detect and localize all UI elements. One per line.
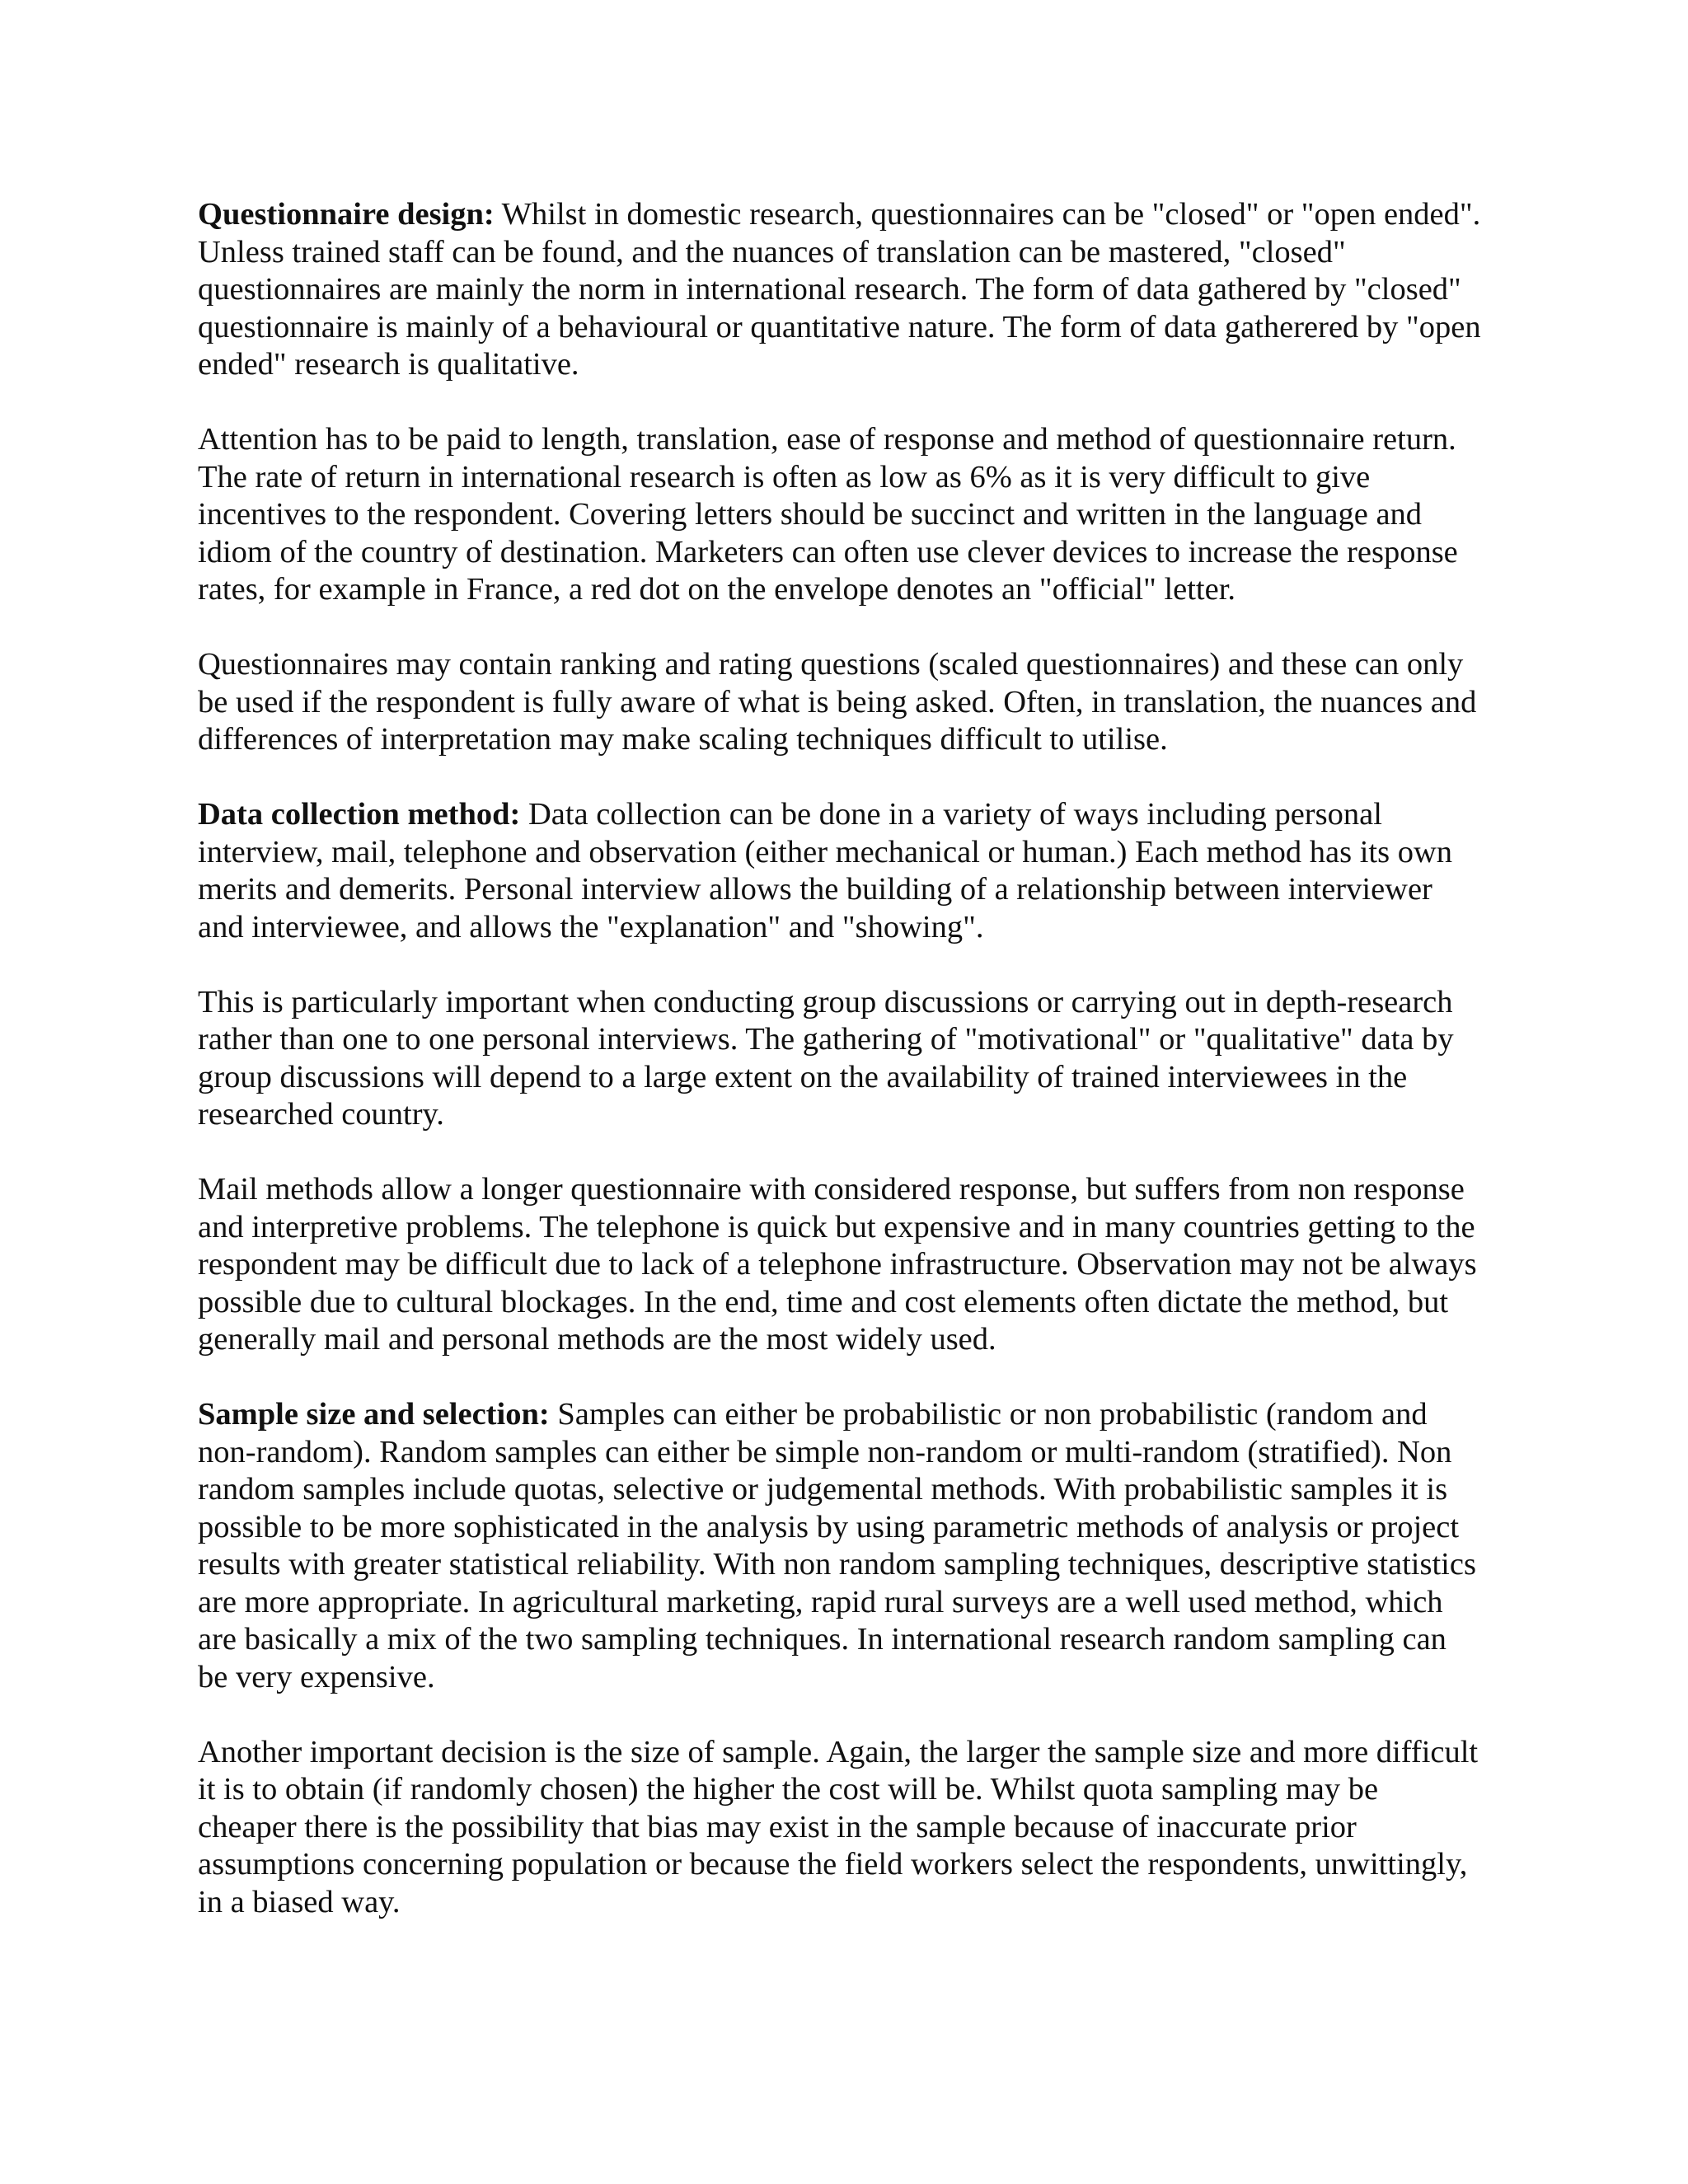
paragraph-body: Samples can either be probabilistic or non probabilistic (random and non-random). Random samples can either be simple non-random or multi-random (stratified). Non random samples include quotas, selective or judgemental methods. With probabilistic samples it is possible to be more sophisticated in the analysis by using parametric methods of analysis or project results with greater statistical reliability. With non random sampling techniques, descriptive statistics are more appropriate. In agricultural marketing, rapid rural surveys are a well used method, which are basically a mix of the two sampling techniques. In international research random sampling can be very expensive. — [198, 1397, 1476, 1694]
paragraph-group-discussions — [198, 984, 1484, 1134]
paragraph-heading: Data collection method: — [198, 797, 521, 832]
paragraph-heading: Questionnaire design: — [198, 197, 495, 232]
paragraph-body: Attention has to be paid to length, translation, ease of response and method of questionnaire return. The rate of return in international research is often as low as 6% as it is very difficult to give incentives to the respondent. Covering letters should be succinct and written in the language and idiom of the country of destination. Marketers can often use clever devices to increase the response rates, for example in France, a red dot on the envelope denotes an "official" letter. — [198, 422, 1458, 607]
paragraph-body: Another important decision is the size of sample. Again, the larger the sample size and more difficult it is to obtain (if randomly chosen) the higher the cost will be. Whilst quota sampling may be cheaper there is the possibility that bias may exist in the sample because of inaccurate prior assumptions concerning population or because the field workers select the respondents, unwittingly, in a biased way. — [198, 1734, 1479, 1919]
paragraph-data-collection-method — [198, 796, 1484, 946]
paragraph-questionnaire-return — [198, 421, 1484, 609]
paragraph-sample-size-decision — [198, 1734, 1484, 1922]
paragraph-mail-methods — [198, 1171, 1484, 1359]
paragraph-questionnaire-design — [198, 196, 1484, 384]
paragraph-body: Whilst in domestic research, questionnaires can be "closed" or "open ended". Unless trained staff can be found, and the nuances of translation can be mastered, "closed" questionnaires are mainly the norm in international research. The form of data gathered by "closed" questionnaire is mainly of a behavioural or quantitative nature. The form of data gatherered by "open ended" research is qualitative. — [198, 197, 1481, 382]
paragraph-body: Data collection can be done in a variety of ways including personal interview, mail, telephone and observation (either mechanical or human.) Each method has its own merits and demerits. Personal interview allows the building of a relationship between interviewer and interviewee, and allows the "explanation" and "showing". — [198, 797, 1453, 944]
paragraph-heading: Sample size and selection: — [198, 1397, 550, 1432]
paragraph-body: Mail methods allow a longer questionnaire with considered response, but suffers from non response and interpretive problems. The telephone is quick but expensive and in many countries getting to the respondent may be difficult due to lack of a telephone infrastructure. Observation may not be always possible due to cultural blockages. In the end, time and cost elements often dictate the method, but generally mail and personal methods are the most widely used. — [198, 1172, 1477, 1357]
paragraph-sample-size-selection — [198, 1396, 1484, 1696]
text-column — [198, 196, 1484, 1959]
paragraph-body: Questionnaires may contain ranking and rating questions (scaled questionnaires) and these can only be used if the respondent is fully aware of what is being asked. Often, in translation, the nuances and differences of interpretation may make scaling techniques difficult to utilise. — [198, 647, 1477, 757]
paragraph-scaled-questionnaires — [198, 646, 1484, 759]
paragraph-body: This is particularly important when conducting group discussions or carrying out in depth-research rather than one to one personal interviews. The gathering of "motivational" or "qualitative" data by group discussions will depend to a large extent on the availability of trained interviewees in the researched country. — [198, 984, 1454, 1132]
